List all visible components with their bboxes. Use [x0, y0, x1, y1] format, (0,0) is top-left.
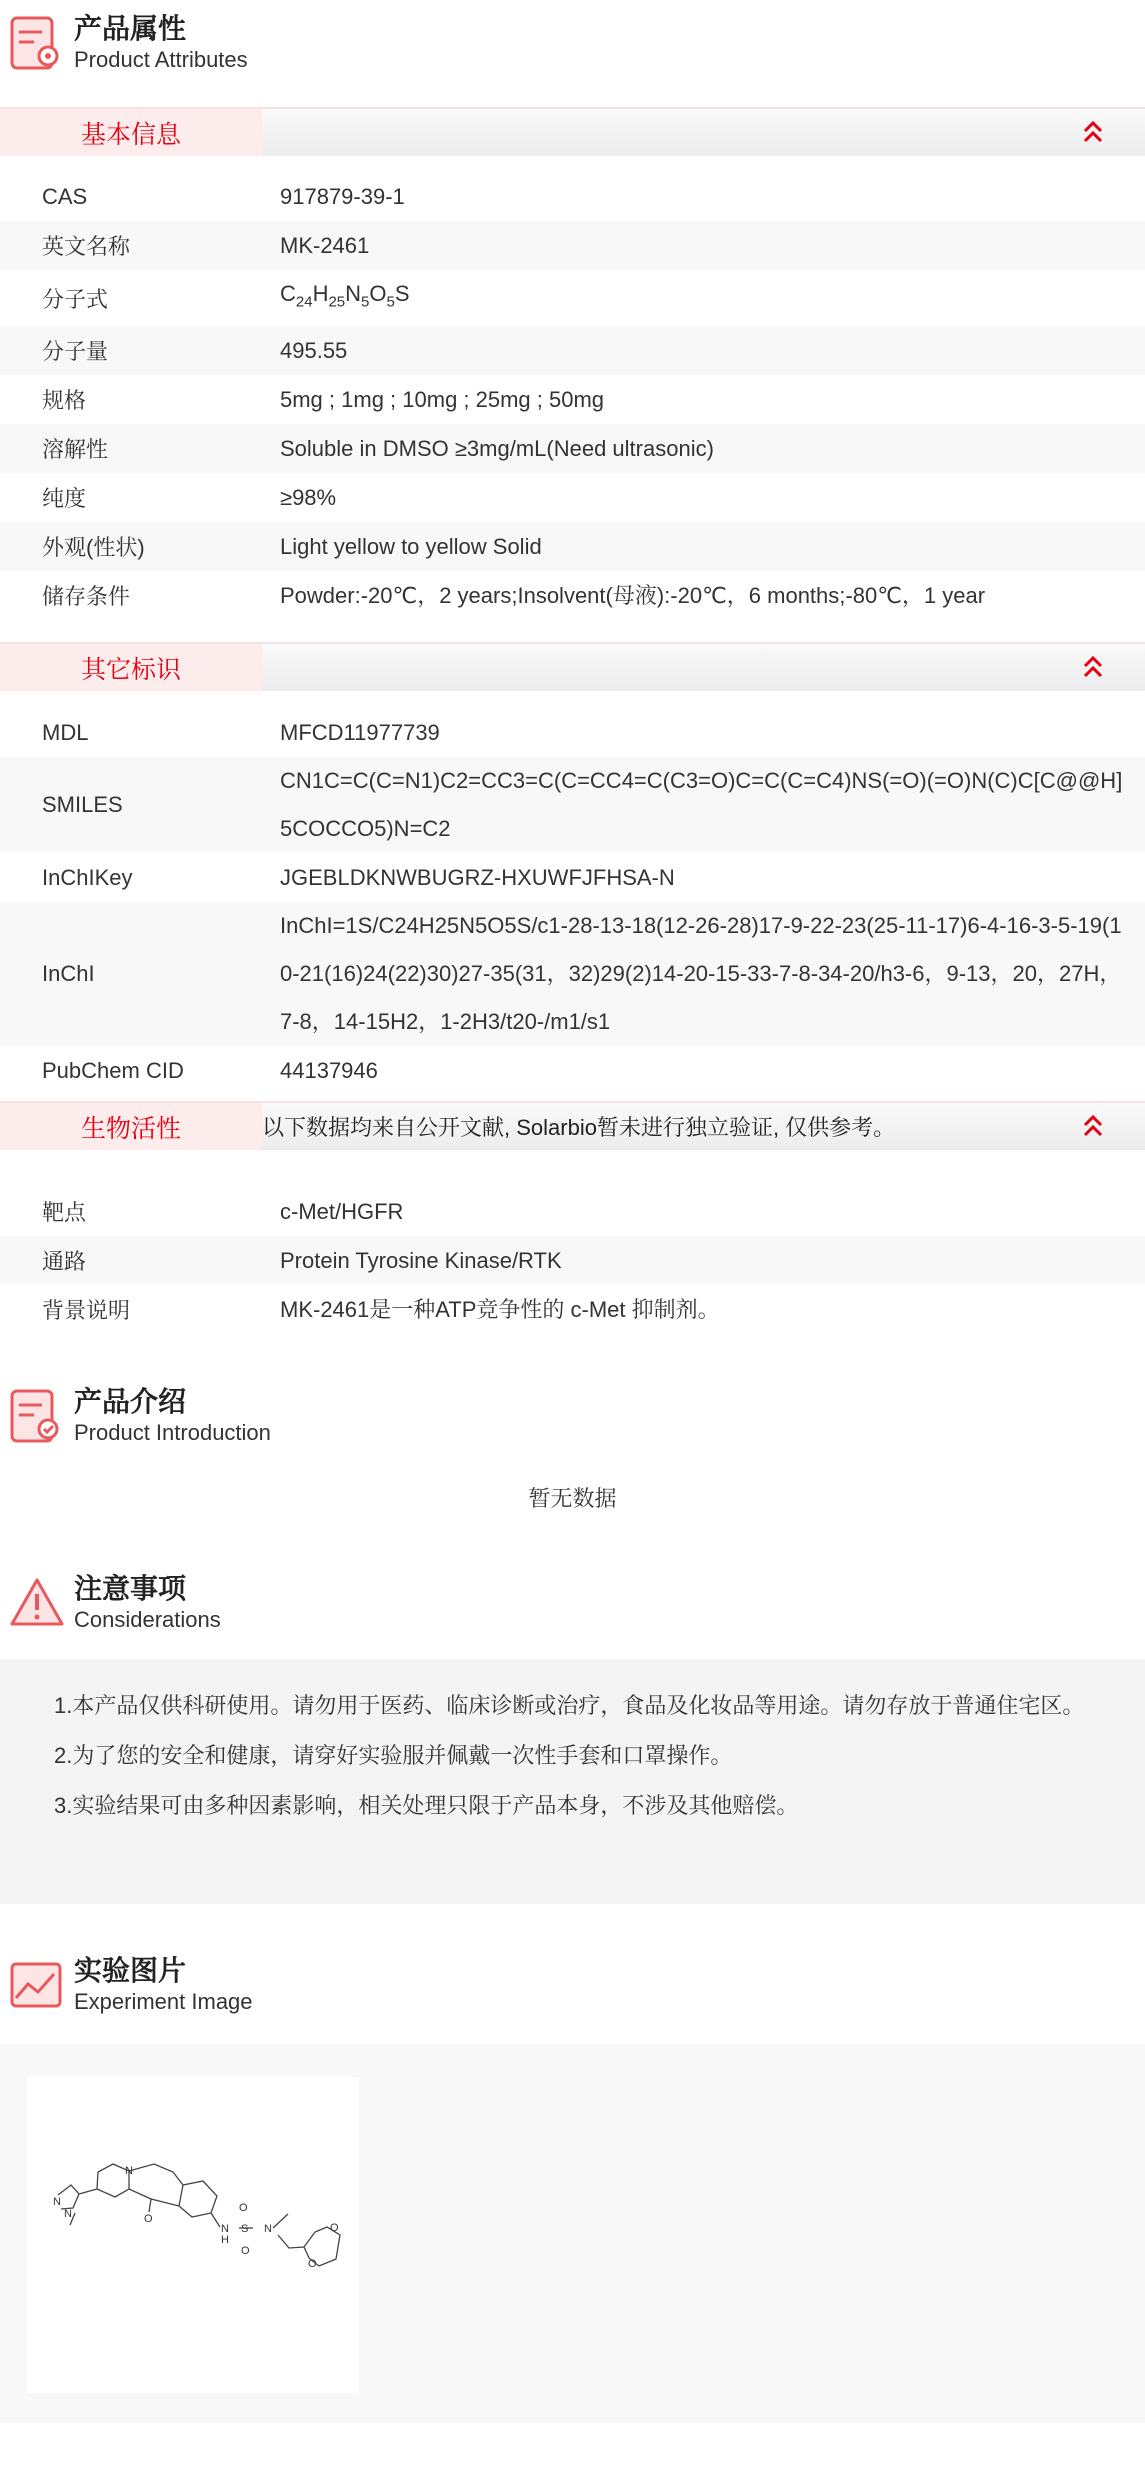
- warning-icon: [8, 1574, 66, 1632]
- row-value: ≥98%: [280, 484, 337, 510]
- formula-part: 5: [361, 293, 370, 311]
- no-data-text: 暂无数据: [528, 1486, 617, 1511]
- row-label: 分子式: [42, 286, 109, 312]
- atom-label: O: [308, 2258, 317, 2270]
- row-label: 纯度: [42, 486, 87, 512]
- table-row: [0, 522, 1145, 571]
- consideration-item: 2.为了您的安全和健康，请穿好实验服并佩戴一次性手套和口罩操作。: [54, 1743, 733, 1768]
- considerations-header: [8, 1572, 221, 1634]
- bio-activity-bar[interactable]: [0, 1101, 1145, 1150]
- section-title: 产品介绍: [74, 1386, 187, 1417]
- formula-part: 25: [328, 293, 346, 311]
- section-subtitle: Product Attributes: [74, 47, 248, 72]
- considerations-box: [0, 1659, 1145, 1904]
- row-label: 外观(性状): [42, 535, 145, 561]
- row-value: 5mg ; 1mg ; 10mg ; 25mg ; 50mg: [280, 386, 605, 412]
- atom-label: O: [239, 2202, 248, 2214]
- formula-part: S: [394, 281, 410, 306]
- table-row: [0, 1236, 1145, 1285]
- table-row: [0, 757, 1145, 853]
- table-row: [0, 853, 1145, 902]
- document-gear-icon: [8, 14, 66, 72]
- atom-label: N: [221, 2223, 229, 2235]
- table-row: [0, 221, 1145, 270]
- experiment-image-area: [0, 2044, 1145, 2423]
- table-row: [0, 1187, 1145, 1236]
- table-row: [0, 326, 1145, 375]
- document-check-icon: [8, 1387, 66, 1445]
- other-ids-bar[interactable]: [0, 642, 1145, 691]
- collapse-chevron-icon[interactable]: [1081, 1113, 1105, 1139]
- bio-activity-tab: 生物活性: [0, 1103, 262, 1150]
- row-label: PubChem CID: [42, 1057, 184, 1083]
- section-subtitle: Product Introduction: [74, 1420, 271, 1445]
- row-value: Powder:-20℃，2 years;Insolvent(母液):-20℃，6 months;-80℃，1 year: [280, 582, 986, 608]
- row-label: 溶解性: [42, 437, 109, 463]
- section-title: 实验图片: [74, 1955, 187, 1986]
- atom-label: N: [125, 2165, 133, 2177]
- row-value: c-Met/HGFR: [280, 1198, 404, 1224]
- row-value: 495.55: [280, 337, 348, 363]
- formula-part: 5: [386, 293, 395, 311]
- row-label: CAS: [42, 183, 88, 209]
- section-subtitle: Experiment Image: [74, 1989, 253, 2014]
- consideration-item: 1.本产品仅供科研使用。请勿用于医药、临床诊断或治疗，食品及化妆品等用途。请勿存放于普通住宅区。: [54, 1693, 1085, 1718]
- atom-label: H: [221, 2234, 229, 2246]
- row-value: JGEBLDKNWBUGRZ-HXUWFJFHSA-N: [280, 864, 675, 890]
- formula-part: H: [312, 281, 329, 306]
- table-row: [0, 270, 1145, 326]
- other-ids-table: [0, 708, 1145, 1095]
- row-label: SMILES: [42, 792, 123, 817]
- row-label: 通路: [42, 1249, 87, 1274]
- row-label: 背景说明: [42, 1298, 131, 1323]
- bio-disclaimer: 以下数据均来自公开文献, Solarbio暂未进行独立验证, 仅供参考。: [262, 1115, 896, 1140]
- basic-info-table: [0, 172, 1145, 620]
- row-label: InChI: [42, 961, 95, 986]
- atom-label: O: [330, 2222, 339, 2234]
- basic-info-tab: 基本信息: [0, 109, 262, 156]
- atom-label: N: [53, 2196, 61, 2208]
- section-subtitle: Considerations: [74, 1607, 221, 1632]
- row-value: [280, 270, 1145, 326]
- structure-image[interactable]: [27, 2077, 359, 2393]
- table-row: [0, 473, 1145, 522]
- experiment-image-header: [8, 1954, 253, 2016]
- row-label: 储存条件: [42, 584, 131, 610]
- molecule-structure: [27, 2077, 359, 2393]
- basic-info-bar[interactable]: [0, 107, 1145, 156]
- row-value: InChI=1S/C24H25N5O5S/c1-28-13-18(12-26-28)17-9-22-23(25-11-17)6-4-16-3-5-19(10-21(16)24(22)30)27-35(31，32)29(2)14-20-15-33-7-8-34-20/h3-6，9-13，20，27H，7-8，14-15H2，1-2H3/t20-/m1/s1: [280, 913, 1122, 1034]
- other-ids-tab: 其它标识: [0, 644, 262, 691]
- product-attributes-header: [8, 12, 248, 74]
- collapse-chevron-icon[interactable]: [1081, 654, 1105, 680]
- atom-label: N: [264, 2223, 272, 2235]
- row-value: MK-2461: [280, 232, 370, 258]
- row-label: InChIKey: [42, 864, 133, 890]
- table-row: [0, 708, 1145, 757]
- atom-label: N: [64, 2208, 72, 2220]
- row-value: Protein Tyrosine Kinase/RTK: [280, 1247, 562, 1273]
- row-value: Light yellow to yellow Solid: [280, 533, 542, 559]
- consideration-item: 3.实验结果可由多种因素影响，相关处理只限于产品本身，不涉及其他赔偿。: [54, 1793, 799, 1818]
- row-value: 917879-39-1: [280, 183, 405, 209]
- table-row: [0, 571, 1145, 620]
- formula-part: O: [369, 281, 387, 306]
- row-value: MFCD11977739: [280, 719, 440, 745]
- product-intro-header: [8, 1385, 271, 1447]
- table-row: [0, 375, 1145, 424]
- row-label: 英文名称: [42, 234, 131, 259]
- row-value: MK-2461是一种ATP竞争性的 c-Met 抑制剂。: [280, 1296, 720, 1322]
- table-row: [0, 902, 1145, 1046]
- row-label: 规格: [42, 388, 87, 414]
- table-row: [0, 1046, 1145, 1095]
- atom-label: S: [241, 2223, 249, 2235]
- table-row: [0, 172, 1145, 221]
- section-title: 产品属性: [74, 13, 187, 44]
- section-title: 注意事项: [74, 1573, 187, 1604]
- formula-part: N: [345, 281, 362, 306]
- formula-part: C: [280, 281, 296, 306]
- formula-part: 24: [295, 293, 313, 311]
- row-label: MDL: [42, 719, 89, 745]
- atom-label: O: [144, 2213, 153, 2225]
- collapse-chevron-icon[interactable]: [1081, 119, 1105, 145]
- atom-label: O: [241, 2245, 250, 2257]
- row-value: CN1C=C(C=N1)C2=CC3=C(C=CC4=C(C3=O)C=C(C=C4)NS(=O)(=O)N(C)C[C@@H]5COCCO5)N=C2: [280, 768, 1123, 841]
- row-value: 44137946: [280, 1057, 378, 1083]
- row-label: 靶点: [42, 1200, 87, 1225]
- row-label: 分子量: [42, 339, 109, 365]
- image-chart-icon: [8, 1956, 66, 2014]
- bio-activity-table: [0, 1187, 1145, 1334]
- table-row: [0, 424, 1145, 473]
- row-value: Soluble in DMSO ≥3mg/mL(Need ultrasonic): [280, 435, 714, 461]
- table-row: [0, 1285, 1145, 1334]
